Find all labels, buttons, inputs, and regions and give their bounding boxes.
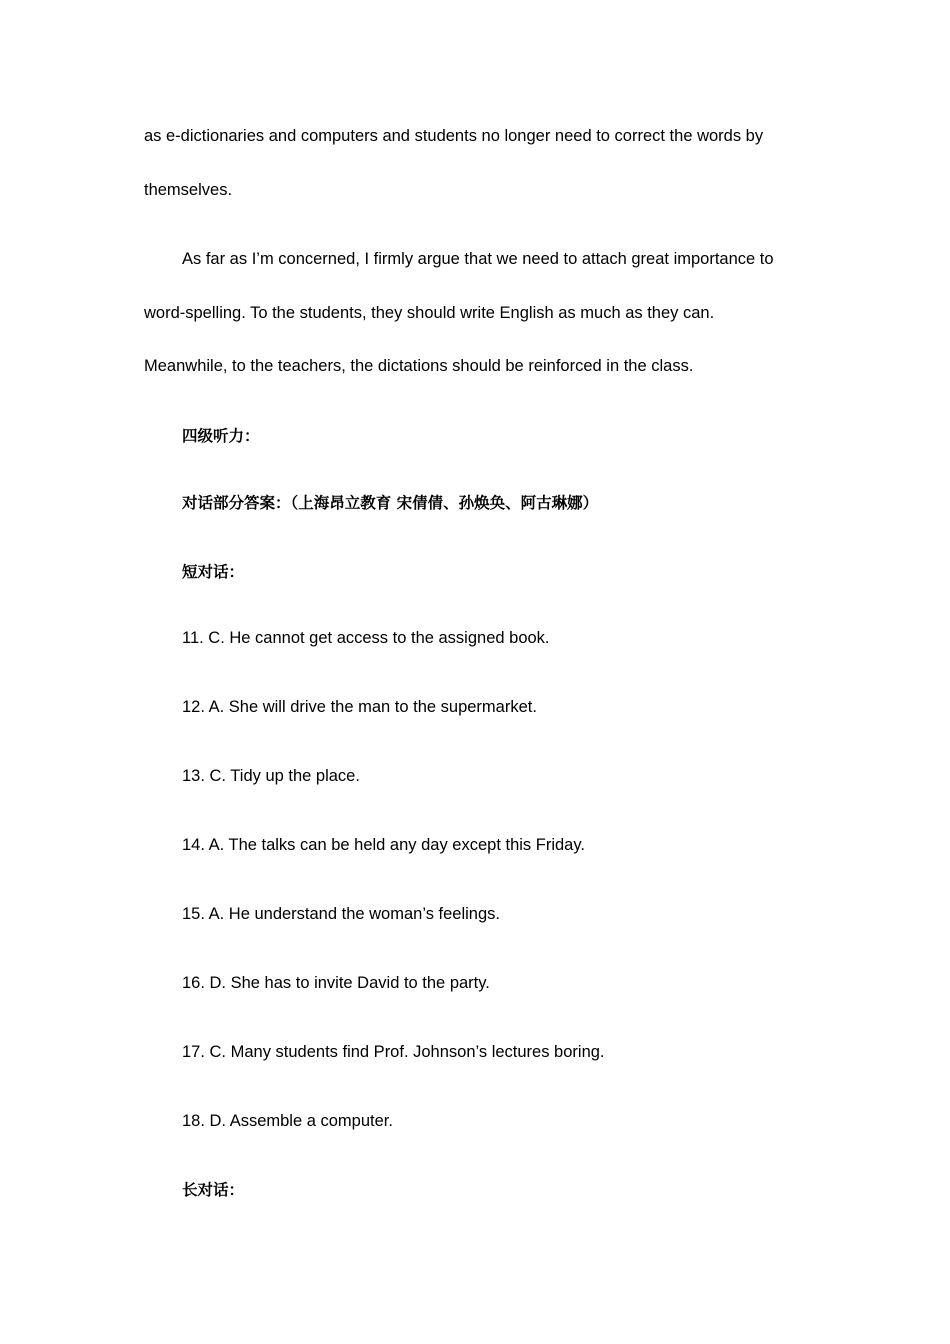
answer-item: 11. C. He cannot get access to the assigned book. [182, 629, 550, 647]
answer-item: 13. C. Tidy up the place. [182, 767, 360, 785]
answers-heading: 对话部分答案：（上海昂立教育 宋倩倩、孙焕奂、阿古琳娜） [182, 494, 599, 512]
answer-item: 12. A. She will drive the man to the supermarket. [182, 698, 537, 716]
answer-item: 18. D. Assemble a computer. [182, 1112, 393, 1130]
answer-item: 14. A. The talks can be held any day except this Friday. [182, 836, 585, 854]
essay-line: As far as I’m concerned, I firmly argue that we need to attach great importance to [182, 250, 774, 268]
answer-item: 16. D. She has to invite David to the party. [182, 974, 490, 992]
short-dialogue-heading: 短对话： [182, 563, 245, 581]
long-dialogue-heading: 长对话： [182, 1181, 245, 1199]
essay-line: word-spelling. To the students, they should write English as much as they can. [144, 304, 715, 322]
section-heading-listening: 四级听力： [182, 427, 260, 445]
essay-line: Meanwhile, to the teachers, the dictations should be reinforced in the class. [144, 357, 694, 375]
essay-line: themselves. [144, 181, 233, 199]
answer-item: 17. C. Many students find Prof. Johnson’s lectures boring. [182, 1043, 605, 1061]
answer-item: 15. A. He understand the woman’s feelings. [182, 905, 500, 923]
essay-line: as e-dictionaries and computers and students no longer need to correct the words by [144, 127, 764, 145]
